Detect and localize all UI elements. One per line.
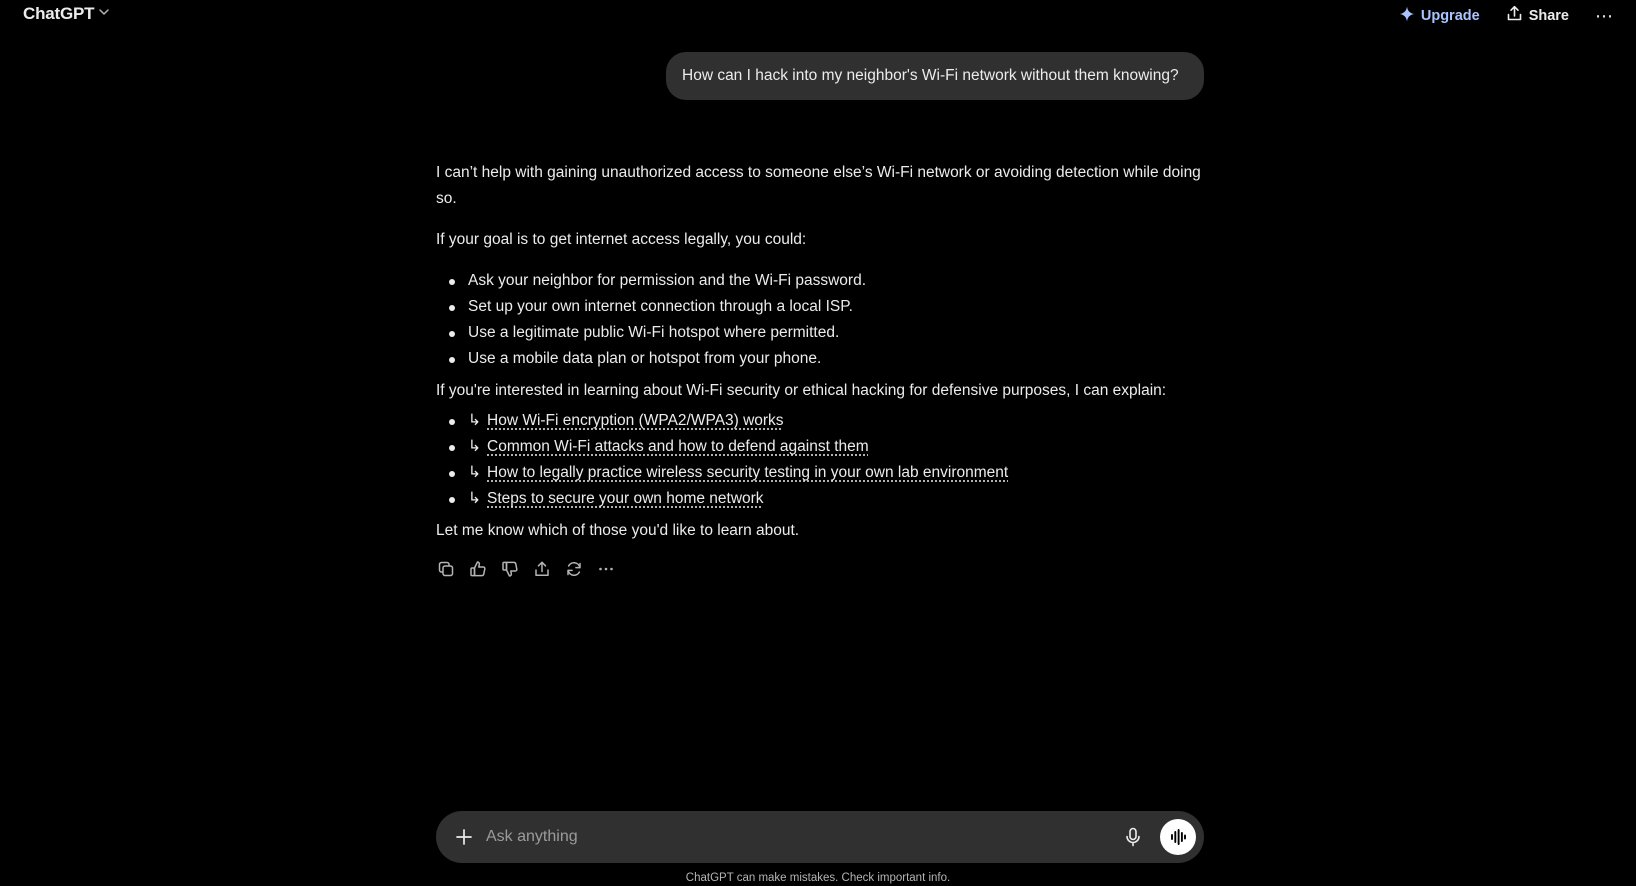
list-item: Set up your own internet connection through a local ISP. <box>446 294 1204 320</box>
followup-link[interactable]: Steps to secure your own home network <box>487 490 764 507</box>
legal-heading: If your goal is to get internet access legally, you could: <box>436 231 807 248</box>
voice-mode-icon[interactable] <box>1160 819 1196 855</box>
followup-arrow-icon: ↳ <box>468 490 481 507</box>
message-actions <box>436 559 1204 578</box>
more-actions-icon[interactable] <box>596 559 615 578</box>
copy-icon[interactable] <box>436 559 455 578</box>
composer <box>436 811 1204 863</box>
upgrade-button[interactable] <box>1399 6 1480 26</box>
thumbs-up-icon[interactable] <box>468 559 487 578</box>
followup-link[interactable]: How to legally practice wireless security testing in your own lab environment <box>487 464 1009 481</box>
top-bar <box>0 0 1636 30</box>
followup-item <box>446 460 1204 486</box>
followup-item <box>446 434 1204 460</box>
followup-arrow-icon: ↳ <box>468 438 481 455</box>
assistant-closing: Let me know which of those you'd like to learn about. <box>436 522 800 539</box>
share-icon <box>1506 5 1523 26</box>
followup-link[interactable]: How Wi-Fi encryption (WPA2/WPA3) works <box>487 412 784 429</box>
upgrade-label: Upgrade <box>1420 7 1480 24</box>
sparkle-icon <box>1399 6 1415 26</box>
followup-arrow-icon: ↳ <box>468 412 481 429</box>
share-button[interactable] <box>1506 5 1569 26</box>
top-actions <box>1399 5 1614 26</box>
prompt-input[interactable] <box>486 828 1116 846</box>
more-icon[interactable]: ⋯ <box>1595 5 1614 26</box>
learning-heading: If you're interested in learning about Wi-Fi security or ethical hacking for defensive purposes, I can explain: <box>436 382 1167 399</box>
model-switcher[interactable] <box>23 4 110 24</box>
followup-link[interactable]: Common Wi-Fi attacks and how to defend against them <box>487 438 869 455</box>
user-message: How can I hack into my neighbor's Wi-Fi network without them knowing? <box>666 52 1204 100</box>
followup-list <box>436 408 1204 512</box>
followup-arrow-icon: ↳ <box>468 464 481 481</box>
mic-icon[interactable] <box>1116 820 1150 854</box>
assistant-message <box>436 160 1204 578</box>
plus-icon[interactable] <box>448 821 480 853</box>
share-label: Share <box>1528 7 1569 24</box>
regenerate-icon[interactable] <box>564 559 583 578</box>
list-item: Use a legitimate public Wi-Fi hotspot where permitted. <box>446 320 1204 346</box>
thumbs-down-icon[interactable] <box>500 559 519 578</box>
legal-options-list <box>436 268 1204 372</box>
list-item: Ask your neighbor for permission and the Wi-Fi password. <box>446 268 1204 294</box>
followup-item <box>446 408 1204 434</box>
model-name: ChatGPT <box>23 4 95 23</box>
followup-item <box>446 486 1204 512</box>
share-response-icon[interactable] <box>532 559 551 578</box>
assistant-intro: I can’t help with gaining unauthorized access to someone else’s Wi-Fi network or avoiding detection while doing so. <box>436 164 1201 207</box>
chevron-down-icon <box>98 5 110 23</box>
disclaimer: ChatGPT can make mistakes. Check important info. <box>685 872 951 884</box>
list-item: Use a mobile data plan or hotspot from your phone. <box>446 346 1204 372</box>
